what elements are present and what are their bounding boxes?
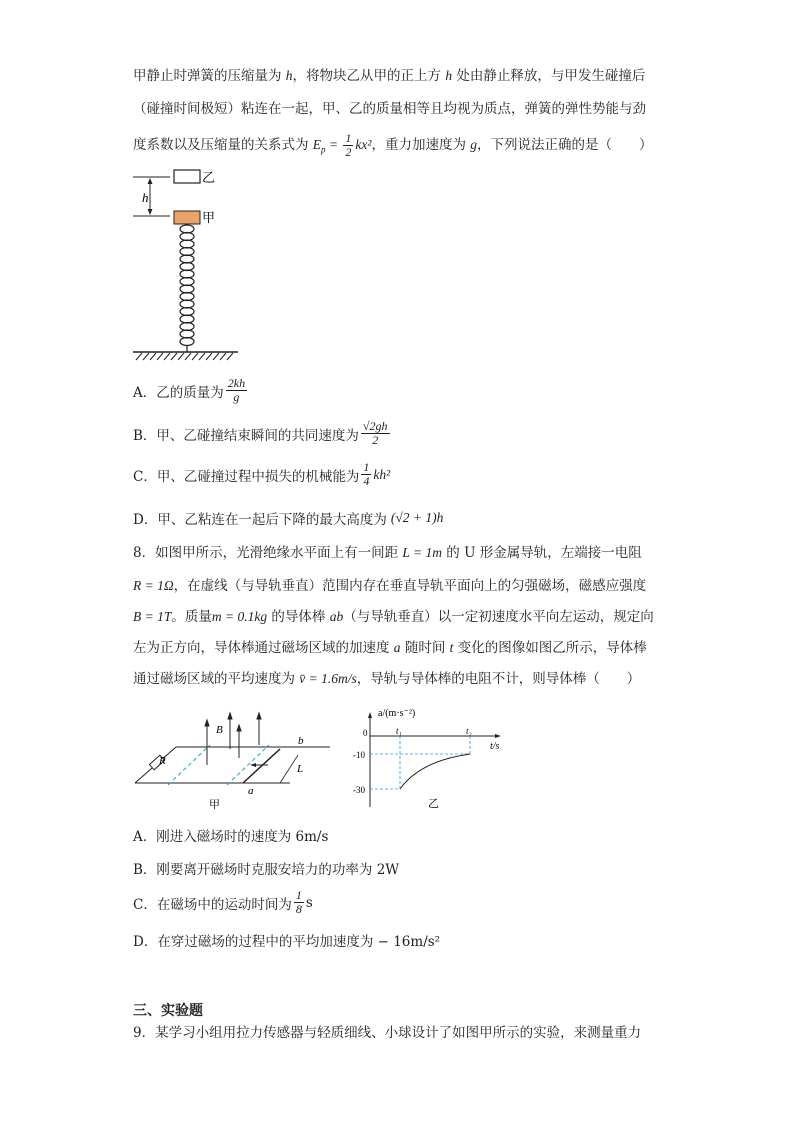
svg-text:R: R — [159, 755, 166, 767]
ground-hatch — [136, 353, 233, 360]
q7-line-1: 甲静止时弹簧的压缩量为 h，将物块乙从甲的正上方 h 处由静止释放，与甲发生碰撞后 — [133, 68, 646, 84]
block-jia — [174, 211, 200, 224]
q7-option-b: B．甲、乙碰撞结束瞬间的共同速度为 $\frac{√2gh}{2}$ — [133, 419, 388, 447]
q7-line-2: （碰撞时间极短）粘连在一起，甲、乙的质量相等且均视为质点，弹簧的弹性势能与劲 — [133, 101, 646, 117]
svg-text:0: 0 — [363, 728, 368, 738]
q8-figure-jia — [130, 705, 335, 815]
spring-coils — [180, 225, 194, 352]
q8-option-b: B．刚要离开磁场时克服安培力的功率为 2W — [133, 862, 400, 878]
q7-option-c: C．甲、乙碰撞过程中损失的机械能为 $\frac{1}{4}$ kh² — [133, 460, 391, 488]
q7-line-3: 度系数以及压缩量的关系式为 $E_p$ = $\frac{1}{2}$ kx²，重力加速度为 g，下列说法正确的是（ ） — [133, 131, 653, 159]
q7-option-d: D．甲、乙粘连在一起后下降的最大高度为 (√2 + 1)h — [133, 510, 444, 528]
q8-option-d: D．在穿过磁场的过程中的平均加速度为 − 16m/s² — [133, 934, 441, 950]
q7-half-fraction: $\frac{1}{2}$ — [345, 131, 352, 159]
svg-text:a: a — [248, 785, 254, 797]
q8-line-1: 8．如图甲所示，光滑绝缘水平面上有一间距 L = 1m 的 U 形金属导轨，左端接一电阻 — [133, 545, 642, 561]
q8-line-5: 通过磁场区域的平均速度为 v̄ = 1.6m/s，导轨与导体棒的电阻不计，则导体棒（ ） — [133, 671, 641, 687]
q8-figure-yi — [350, 703, 510, 815]
label-yi: 乙 — [202, 170, 216, 185]
q8-option-a: A．刚进入磁场时的速度为 6m/s — [133, 829, 329, 845]
a-t-curve — [400, 754, 470, 789]
caption-yi: 乙 — [428, 798, 439, 810]
svg-text:b: b — [298, 735, 304, 747]
q8-line-3: B = 1T。质量m = 0.1kg 的导体棒 ab（与导轨垂直）以一定初速度水平向左运动，规定向 — [133, 609, 654, 625]
svg-text:-10: -10 — [353, 750, 365, 760]
q9-line-1: 9．某学习小组用拉力传感器与轻质细线、小球设计了如图甲所示的实验，来测量重力 — [133, 1025, 642, 1041]
svg-text:t₁: t₁ — [396, 726, 402, 736]
svg-text:t₂: t₂ — [466, 726, 472, 736]
svg-text:L: L — [297, 763, 304, 775]
q7-option-a: A．乙的质量为 $\frac{2kh}{g}$ — [133, 376, 246, 404]
block-yi — [174, 170, 200, 183]
svg-text:B: B — [216, 724, 223, 736]
label-jia: 甲 — [202, 210, 216, 225]
svg-text:-30: -30 — [353, 785, 365, 795]
q7-spring-figure — [128, 165, 248, 370]
caption-jia: 甲 — [209, 799, 220, 811]
q8-option-c: C．在磁场中的运动时间为 $\frac{1}{8}$ s — [133, 888, 313, 916]
q8-line-4: 左为正方向，导体棒通过磁场区域的加速度 a 随时间 t 变化的图像如图乙所示，导体棒 — [133, 640, 647, 656]
section-heading: 三、实验题 — [133, 1003, 203, 1019]
q8-line-2: R = 1Ω，在虚线（与导轨垂直）范围内存在垂直导轨平面向上的匀强磁场，磁感应强度 — [133, 578, 647, 594]
q7-h-label: h — [142, 190, 149, 205]
svg-text:t/s: t/s — [490, 741, 500, 752]
svg-text:a/(m·s⁻²): a/(m·s⁻²) — [378, 708, 416, 719]
